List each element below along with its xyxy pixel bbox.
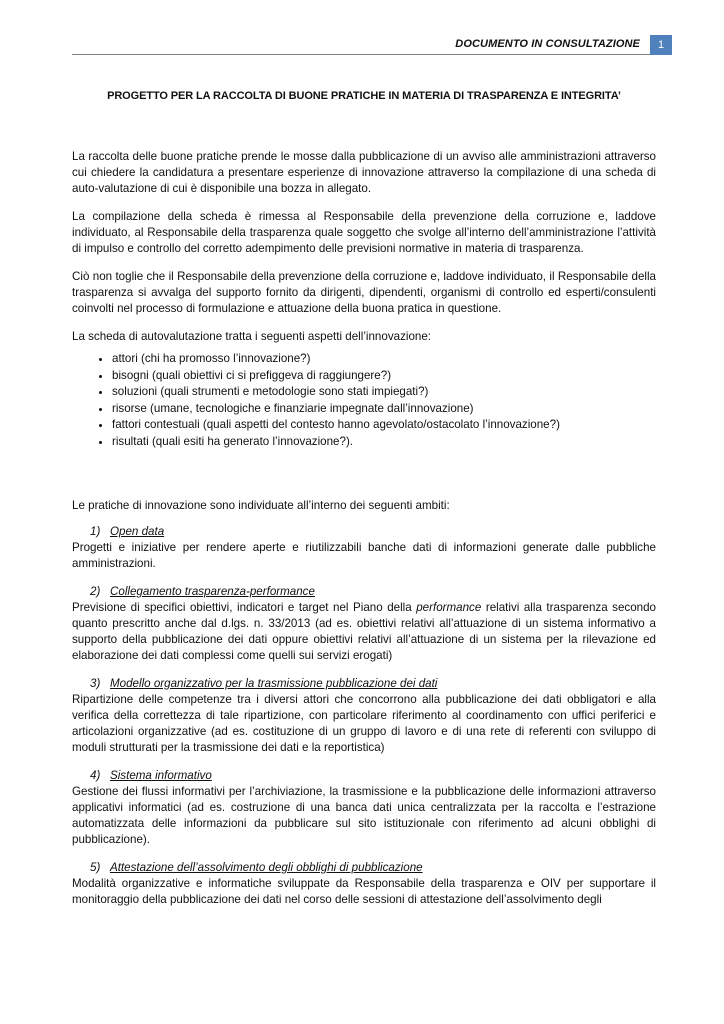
ambito-modello-organizzativo (72, 676, 656, 756)
list-item: • bisogni (quali obiettivi ci si prefiggeva di raggiungere?) (112, 368, 656, 385)
header-label: DOCUMENTO IN CONSULTAZIONE (455, 38, 640, 50)
page-header (72, 28, 672, 55)
ambito-heading: 2) Collegamento trasparenza-performance (90, 585, 315, 598)
page-number-badge: 1 (650, 35, 672, 55)
paragraph-intro: La raccolta delle buone pratiche prende le mosse dalla pubblicazione di un avviso alle amministrazioni attraverso cui chiedere la candidatura a presentare esperienze di innovazione attraverso la compilazione di una scheda di auto-valutazione di cui è disponibile una bozza in allegato. (72, 150, 656, 195)
ambito-text: Modalità organizzative e informatiche sviluppate da Responsabile della trasparenza e OIV per supportare il monitoraggio della pubblicazione dei dati nel corso delle sessioni di attestazione dell’assolvimento degli (72, 877, 656, 906)
list-item: • risorse (umane, tecnologiche e finanziarie impegnate dall’innovazione) (112, 401, 656, 418)
ambito-open-data (72, 524, 656, 572)
ambito-text: Previsione di specifici obiettivi, indicatori e target nel Piano della performance relativi alla trasparenza secondo quanto prescritto anche dal d.lgs. n. 33/2013 (ad es. obiettivi relativi all’attuazione di un sistema informativo a supporto della pubblicazione dei dati oppure obiettivi relativi all’attuazione di un sistema per la rilevazione ed elaborazione dei dati complessi come quelli sui servizi erogati) (72, 601, 656, 662)
list-item: • risultati (quali esiti ha generato l’innovazione?). (112, 434, 656, 451)
ambito-text: Ripartizione delle competenze tra i diversi attori che concorrono alla pubblicazione dei dati obbligatori e alla verifica della correttezza di tale ripartizione, con particolare riferimento al coordinamento con uffici periferici e articolazioni organizzative (ad es. costituzione di un gruppo di lavoro e di una rete di referenti con sviluppo di moduli strutturati per la trasmissione dei dati e la reportistica) (72, 693, 656, 754)
paragraph-aspetti: La scheda di autovalutazione tratta i seguenti aspetti dell’innovazione: (72, 330, 432, 343)
document-body (72, 88, 656, 920)
paragraph-compilazione: La compilazione della scheda è rimessa al Responsabile della prevenzione della corruzione e, laddove individuato, al Responsabile della trasparenza quale soggetto che svolge all’interno dell’amministrazione l’attività di impulso e controllo del corretto adempimento delle previsioni normative in materia di trasparenza. (72, 210, 656, 255)
list-item: • attori (chi ha promosso l’innovazione?) (112, 351, 656, 368)
ambito-text: Progetti e iniziative per rendere aperte e riutilizzabili banche dati di informazioni generate dalle pubbliche amministrazioni. (72, 541, 656, 570)
ambito-text: Gestione dei flussi informativi per l’archiviazione, la trasmissione e la pubblicazione delle informazioni attraverso applicativi informatici (ad es. costruzione di una banca dati unica centralizzata per la raccolta e l’estrazione automatizzata delle informazioni da pubblicare sul sito istituzionale con riferimento ad alcuni obblighi di pubblicazione). (72, 785, 656, 846)
ambito-sistema-informativo (72, 768, 656, 848)
ambito-trasparenza-performance (72, 584, 656, 664)
ambito-heading: 4) Sistema informativo (90, 769, 212, 782)
list-item: • soluzioni (quali strumenti e metodologie sono stati impiegati?) (112, 384, 656, 401)
list-item: • fattori contestuali (quali aspetti del contesto hanno agevolato/ostacolato l’innovazione?) (112, 417, 656, 434)
paragraph-supporto: Ciò non toglie che il Responsabile della prevenzione della corruzione e, laddove individuato, il Responsabile della trasparenza si avvalga del supporto fornito da dirigenti, dipendenti, organismi di controllo ed esperti/consulenti coinvolti nel processo di formulazione e attuazione della buona pratica in questione. (72, 270, 656, 315)
ambito-attestazione (72, 860, 656, 908)
ambito-heading: 1) Open data (90, 525, 165, 538)
paragraph-ambiti-intro: Le pratiche di innovazione sono individuate all’interno dei seguenti ambiti: (72, 499, 450, 512)
document-title: PROGETTO PER LA RACCOLTA DI BUONE PRATICHE IN MATERIA DI TRASPARENZA E INTEGRITA’ (107, 90, 621, 102)
ambito-heading: 3) Modello organizzativo per la trasmissione pubblicazione dei dati (90, 677, 438, 690)
ambito-heading: 5) Attestazione dell’assolvimento degli obblighi di pubblicazione (90, 861, 423, 874)
aspetti-list (72, 351, 656, 450)
